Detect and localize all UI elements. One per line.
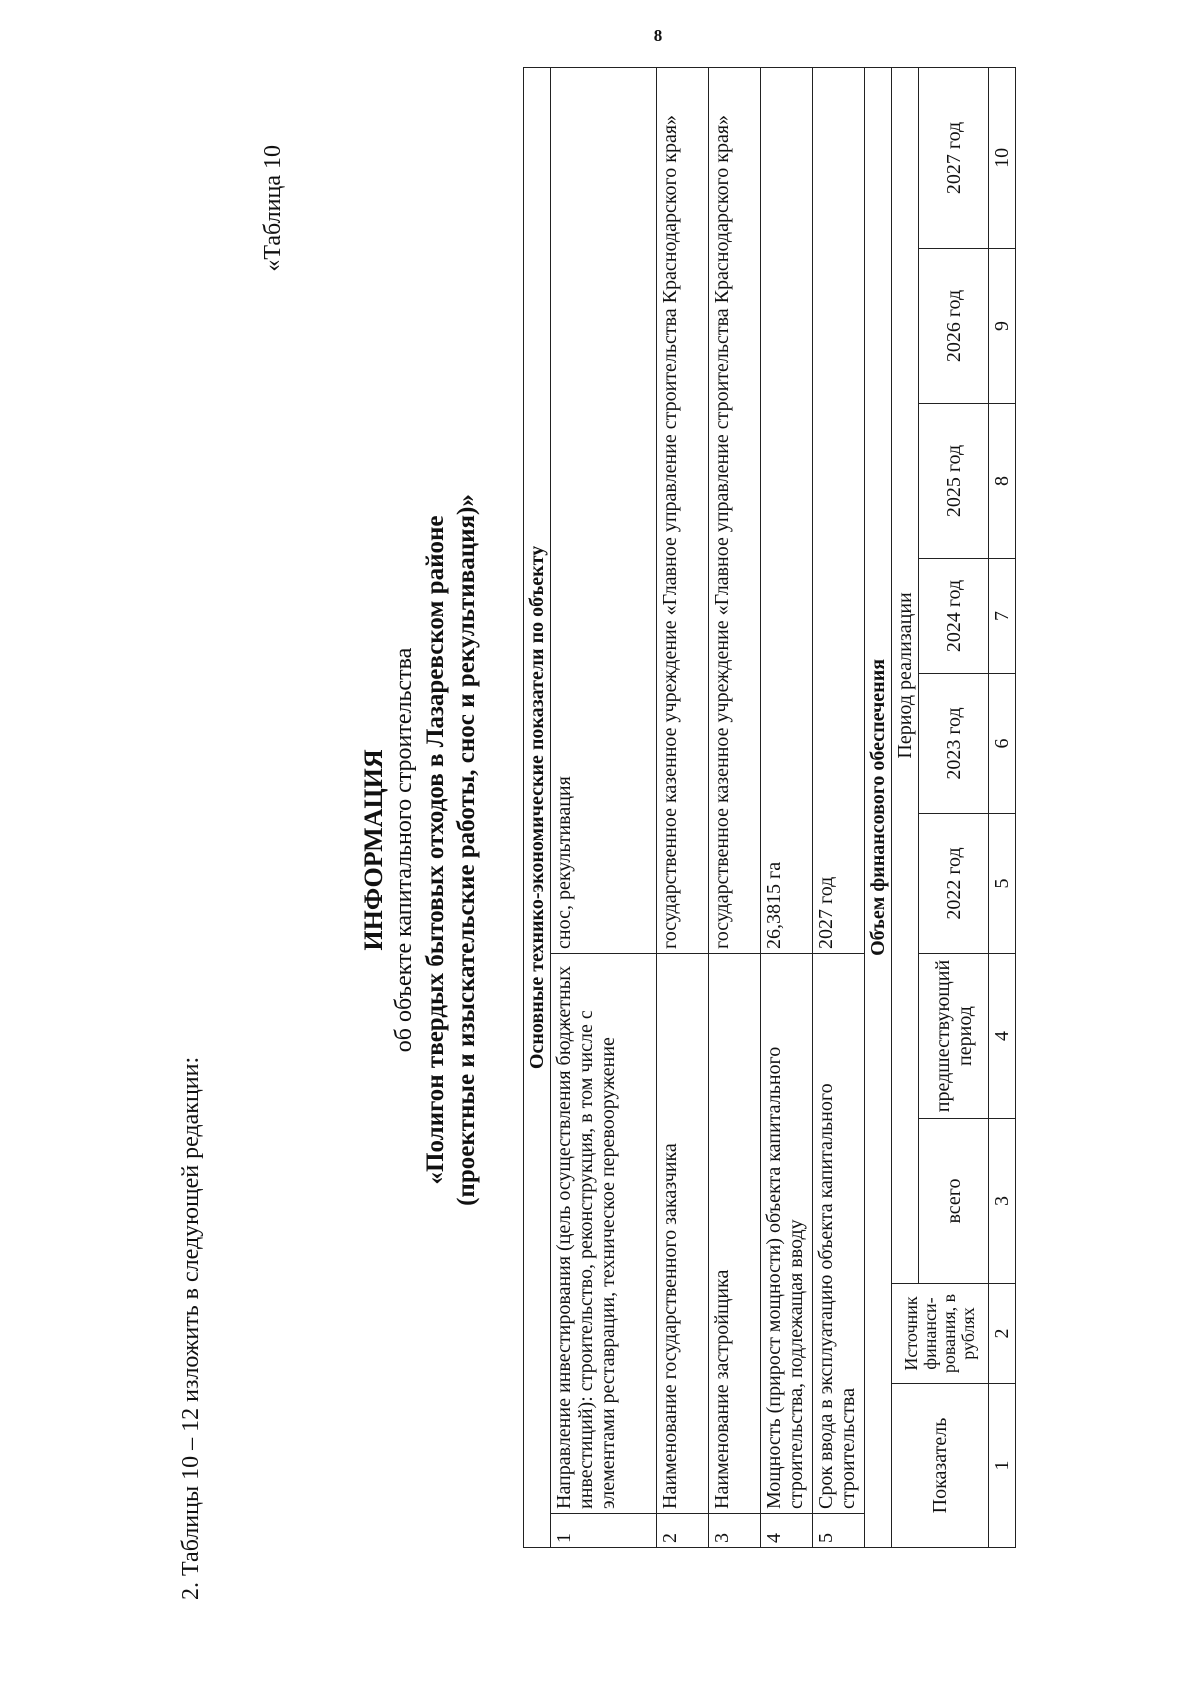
header-period: Период реализации — [892, 67, 919, 1283]
heading-title: ИНФОРМАЦИЯ — [359, 749, 388, 951]
header-year: 2025 год — [919, 404, 989, 559]
table-row — [709, 67, 761, 1547]
table-row — [761, 67, 813, 1547]
section-header-row — [524, 67, 551, 1547]
intro-text: 2. Таблицы 10 – 12 изложить в следующей редакции: — [178, 1056, 204, 1600]
header-year: 2023 год — [919, 674, 989, 814]
row-label: Наименование государственного заказчика — [657, 954, 709, 1514]
header-year: 2027 год — [919, 67, 989, 248]
column-number: 10 — [989, 67, 1016, 248]
column-number-row — [989, 67, 1016, 1547]
finance-header-row — [892, 67, 919, 1547]
row-number: 4 — [761, 1514, 813, 1548]
heading-subtitle: об объекте капитального строительства — [391, 647, 417, 1053]
row-label: Наименование застройщика — [709, 954, 761, 1514]
column-number: 1 — [989, 1384, 1016, 1548]
header-year: 2024 год — [919, 559, 989, 674]
row-value: снос, рекультивация — [551, 67, 657, 953]
column-number: 5 — [989, 814, 1016, 954]
column-number: 2 — [989, 1284, 1016, 1384]
column-number: 8 — [989, 404, 1016, 559]
header-indicator: Показатель — [892, 1384, 989, 1548]
section-title-technical: Основные технико-экономические показатели по объекту — [524, 67, 551, 1547]
row-label: Мощность (прирост мощности) объекта капитального строительства, подлежащая вводу — [761, 954, 813, 1514]
header-year: 2026 год — [919, 249, 989, 404]
row-value: государственное казенное учреждение «Главное управление строительства Краснодарского края» — [657, 67, 709, 953]
header-total: всего — [919, 1119, 989, 1284]
document-heading — [358, 300, 482, 1400]
row-value: государственное казенное учреждение «Главное управление строительства Краснодарского края» — [709, 67, 761, 953]
row-label: Срок ввода в эксплуатацию объекта капитального строительства — [813, 954, 865, 1514]
row-label: Направление инвестирования (цель осуществления бюджетных инвестиций): строительство, реконструкция, в том числе с элементами реставрации, техническое перевооружение — [551, 954, 657, 1514]
row-value: 26,3815 га — [761, 67, 813, 953]
info-table — [523, 67, 1016, 1548]
header-previous-period: предшествующий период — [919, 954, 989, 1119]
column-number: 3 — [989, 1119, 1016, 1284]
column-number: 6 — [989, 674, 1016, 814]
row-value: 2027 год — [813, 67, 865, 953]
table-row — [551, 67, 657, 1547]
header-year: 2022 год — [919, 814, 989, 954]
column-number: 7 — [989, 559, 1016, 674]
rotated-page-content — [140, 50, 1120, 1600]
table-label: «Таблица 10 — [260, 145, 286, 272]
column-number: 9 — [989, 249, 1016, 404]
row-number: 5 — [813, 1514, 865, 1548]
table-row — [657, 67, 709, 1547]
section-header-row — [865, 67, 892, 1547]
row-number: 1 — [551, 1514, 657, 1548]
page-number: 8 — [653, 26, 663, 45]
section-title-finance: Объем финансового обеспечения — [865, 67, 892, 1547]
header-source: Источник финанси-рования, в рублях — [892, 1284, 989, 1384]
heading-object-name: «Полигон твердых бытовых отходов в Лазаревском районе — [422, 515, 449, 1185]
row-number: 2 — [657, 1514, 709, 1548]
table-row — [813, 67, 865, 1547]
row-number: 3 — [709, 1514, 761, 1548]
heading-object-scope: (проектные и изыскательские работы, снос и рекультивация)» — [453, 494, 480, 1206]
column-number: 4 — [989, 954, 1016, 1119]
